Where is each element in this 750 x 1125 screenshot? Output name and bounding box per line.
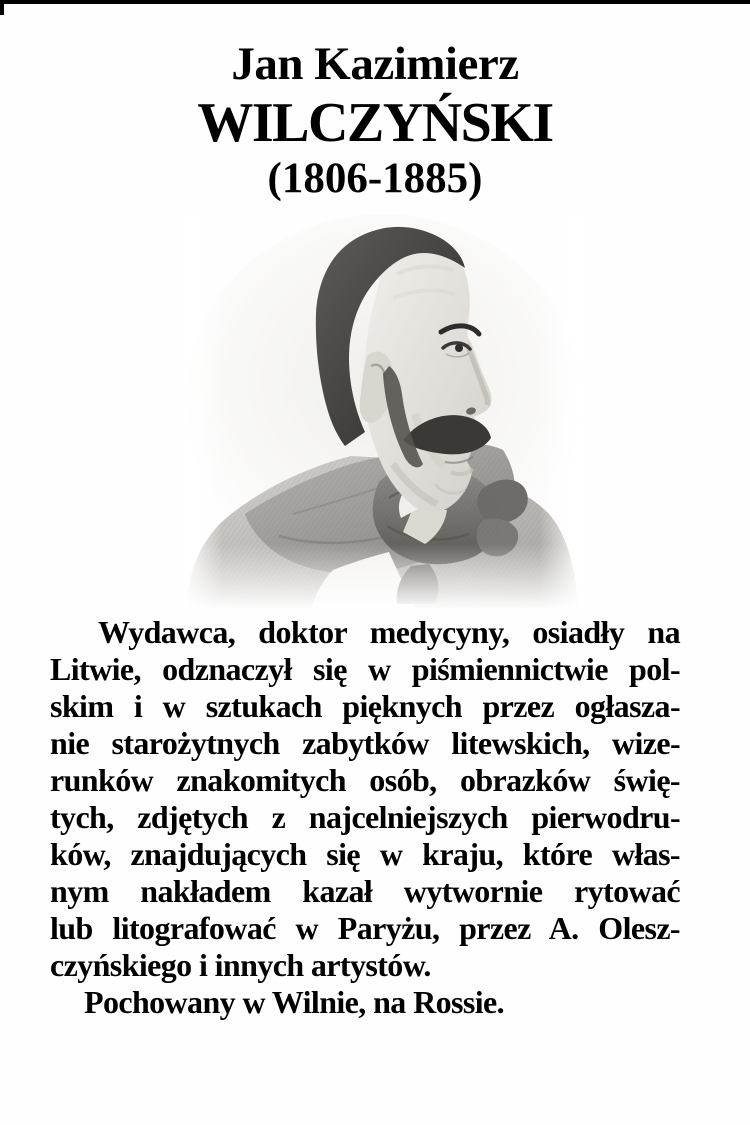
portrait-engraving [183, 214, 583, 610]
body-line: tych, zdjętych z najcelniejszych pierwodru- [50, 799, 680, 835]
body-line: skim i w sztukach pięknych przez ogłasza- [50, 688, 680, 724]
scan-edge-corner [0, 0, 4, 15]
body-line: czyńskiego i innych artystów. [50, 947, 431, 983]
body-line: Wydawca, doktor medycyny, osiadły na [98, 614, 680, 650]
left-fade [183, 214, 223, 610]
biography-paragraph [50, 614, 680, 1021]
body-line: runków znakomitych osób, obrazków świę- [50, 762, 680, 798]
bottom-fade [183, 544, 583, 610]
portrait-illustration [183, 214, 583, 610]
person-first-names: Jan Kazimierz [231, 38, 519, 90]
life-dates: (1806-1885) [267, 155, 483, 202]
body-line: lub litografować w Paryżu, przez A. Olesz- [50, 910, 680, 946]
person-surname: WILCZYŃSKI [197, 92, 553, 154]
body-line: Pochowany w Wilnie, na Rossie. [84, 984, 504, 1020]
scan-edge-top [0, 0, 750, 4]
title-block [0, 0, 750, 204]
body-line: ków, znajdujących się w kraju, które włas- [50, 836, 680, 872]
body-line: nym nakładem kazał wytwornie rytować [50, 873, 680, 909]
body-line: Litwie, odznaczył się w piśmiennictwie pol- [50, 651, 680, 687]
body-line: nie starożytnych zabytków litewskich, wize- [50, 725, 680, 761]
right-fade [539, 214, 583, 610]
